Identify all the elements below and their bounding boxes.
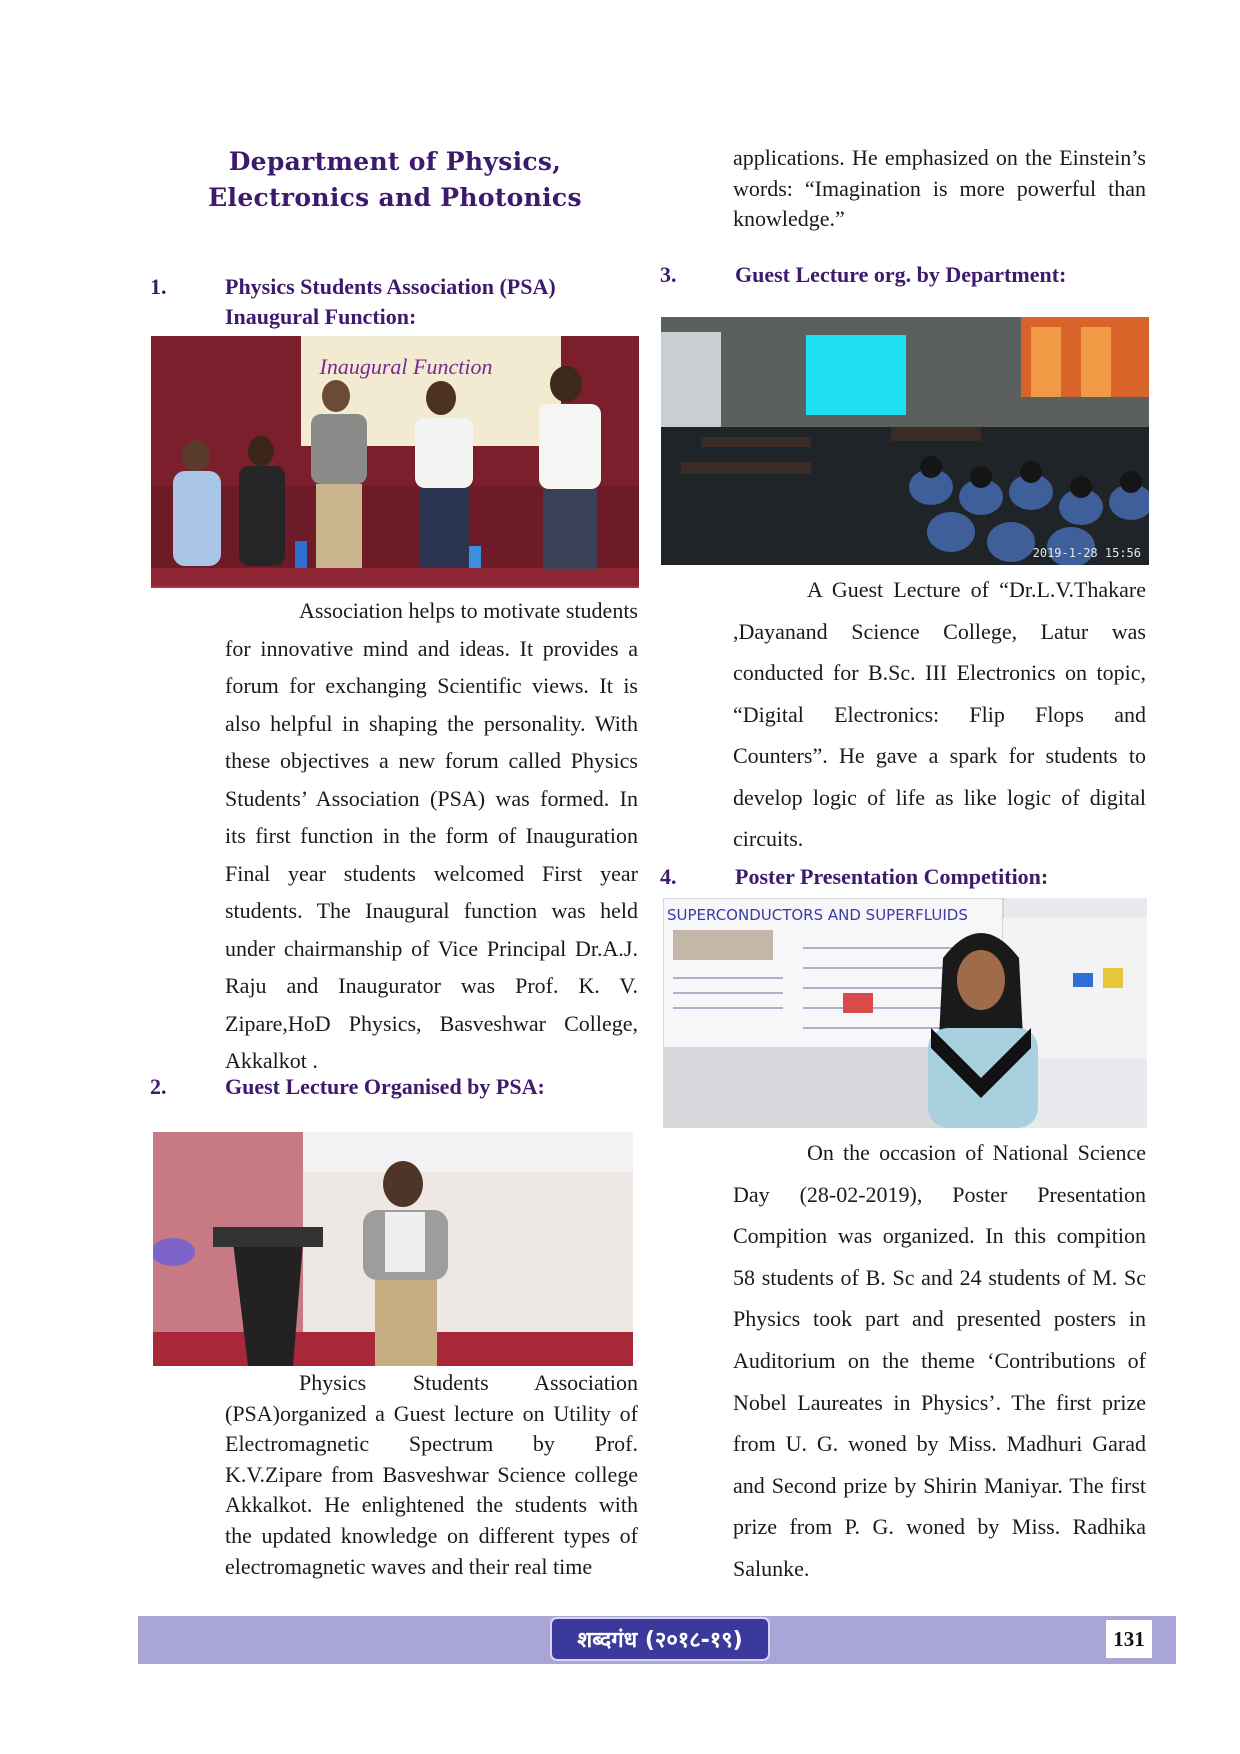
section-3-heading	[660, 260, 1160, 292]
section-3-text: A Guest Lecture of “Dr.L.V.Thakare ,Dayanand Science College, Latur was conducted for B.Sc. III Electronics on topic, “Digital Electronics: Flip Flops and Counters”. He gave a spark for students to develop logic of life as like logic of digital circuits.	[733, 577, 1146, 851]
poster-title: SUPERCONDUCTORS AND SUPERFLUIDS	[667, 906, 968, 924]
section-1-text: Association helps to motivate students for innovative mind and ideas. It provides a forum for exchanging Scientific views. It is also helpful in shaping the personality. With these objectives a new forum called Physics Students’ Association (PSA) was formed. In its first function in the form of Inauguration Final year students welcomed First year students. The Inaugural function was held under chairmanship of Vice Principal Dr.A.J. Raju and Inaugurator was Prof. K. V. Zipare,HoD Physics, Basveshwar College, Akkalkot .	[225, 598, 638, 1073]
section-4-number: 4.	[660, 864, 677, 889]
page-title: Department of Physics, Electronics and Photonics	[208, 147, 582, 212]
section-1-heading	[150, 272, 650, 336]
section-2-text: Physics Students Association (PSA)organized a Guest lecture on Utility of Electromagnetic Spectrum by Prof. K.V.Zipare from Basveshwar Science college Akkalkot. He enlightened the students with the updated knowledge on different types of electromagnetic waves and their real time	[225, 1370, 638, 1579]
section-2-heading	[150, 1072, 650, 1104]
section-2-text-continued: applications. He emphasized on the Einstein’s words: “Imagination is more powerful than knowledge.”	[733, 145, 1146, 231]
guest-lecture-psa-photo	[153, 1132, 633, 1366]
section-1-number: 1.	[150, 274, 167, 299]
section-3-number: 3.	[660, 262, 677, 287]
section-2-body	[225, 1368, 638, 1582]
section-3-body	[733, 569, 1146, 860]
photo-timestamp: 2019-1-28 15:56	[1032, 546, 1141, 560]
section-1-body	[225, 592, 638, 1080]
section-1-title: Physics Students Association (PSA) Inaugural Function:	[225, 274, 556, 329]
publication-label: शब्दगंध (२०१८-१९)	[550, 1617, 770, 1661]
banner-text: Inaugural Function	[319, 354, 493, 379]
section-2-body-continued	[733, 143, 1146, 235]
section-4-body	[733, 1132, 1146, 1590]
section-3-title: Guest Lecture org. by Department:	[735, 262, 1067, 287]
section-2-number: 2.	[150, 1074, 167, 1099]
department-guest-lecture-photo	[661, 317, 1149, 565]
section-4-text: On the occasion of National Science Day (28-02-2019), Poster Presentation Compition was organized. In this compition 58 students of B. Sc and 24 students of M. Sc Physics took part and presented posters in Auditorium on the theme ‘Contributions of Nobel Laureates in Physics’. The first prize from U. G. woned by Miss. Madhuri Garad and Second prize by Shirin Maniyar. The first prize from P. G. woned by Miss. Radhika Salunke.	[733, 1140, 1146, 1581]
section-2-title: Guest Lecture Organised by PSA:	[225, 1074, 545, 1099]
inaugural-function-photo	[151, 336, 639, 588]
section-4-heading	[660, 862, 1160, 894]
section-4-title: Poster Presentation Competition:	[735, 864, 1049, 889]
page-number: 131	[1106, 1620, 1152, 1658]
poster-presentation-photo	[663, 898, 1147, 1128]
